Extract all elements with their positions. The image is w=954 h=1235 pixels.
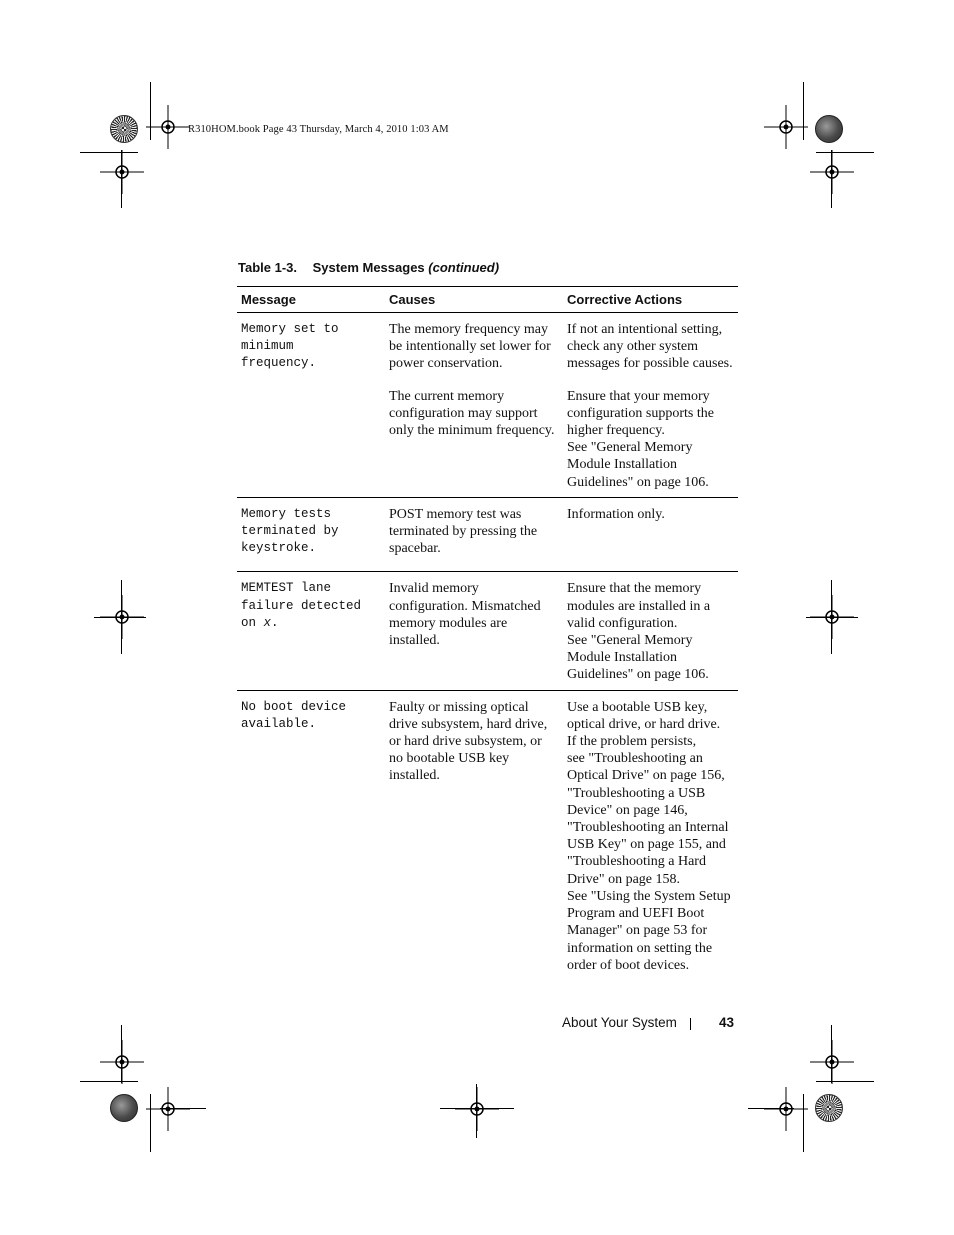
crosshair-icon (810, 1040, 854, 1084)
registration-disc-icon (110, 115, 138, 143)
action-line: Manager" on page 53 for (567, 923, 708, 939)
action-line: information on setting the (567, 940, 713, 956)
print-header: R310HOM.book Page 43 Thursday, March 4, 2010 1:03 AM (188, 124, 449, 135)
action-cell (563, 321, 738, 381)
action-line: See "Using the System Setup (567, 888, 731, 904)
cause-line: no bootable USB key (389, 751, 510, 767)
crosshair-icon (100, 1040, 144, 1084)
action-line: check any other system (567, 339, 699, 355)
crop-mark (831, 1025, 832, 1083)
crosshair-icon (764, 1087, 808, 1131)
message-text: Memory set to (241, 322, 339, 336)
action-line: messages for possible causes. (567, 356, 733, 372)
message-line (241, 355, 385, 372)
action-cell (563, 699, 738, 974)
table-number: Table 1-3. (238, 260, 298, 275)
table-caption (238, 260, 499, 275)
footer-separator (690, 1018, 691, 1030)
crop-mark (121, 1025, 122, 1083)
crosshair-icon (455, 1087, 499, 1131)
action-line: higher frequency. (567, 423, 665, 439)
cause-action-group (385, 506, 738, 566)
message-cell (237, 580, 385, 683)
message-line (241, 321, 385, 338)
message-cell (237, 506, 385, 566)
cause-action-pair (385, 506, 738, 566)
cause-cell (385, 506, 563, 558)
action-line: valid configuration. (567, 615, 678, 631)
action-line: If the problem persists, (567, 734, 697, 750)
crosshair-icon (146, 1087, 190, 1131)
table-row (237, 572, 738, 690)
action-line: USB Key" on page 155, and (567, 837, 726, 853)
message-variable: x (263, 615, 272, 630)
table-header-row (237, 286, 738, 313)
cause-action-pair (385, 699, 738, 974)
cause-action-pair (385, 580, 738, 683)
header-message: Message (241, 292, 296, 307)
action-line: Optical Drive" on page 156, (567, 768, 725, 784)
crosshair-icon (146, 105, 190, 149)
cause-line: Faulty or missing optical (389, 699, 529, 715)
message-line (241, 506, 385, 523)
cause-action-group (385, 321, 738, 491)
action-line: optical drive, or hard drive. (567, 716, 721, 732)
message-text: keystroke. (241, 541, 317, 556)
system-messages-table (237, 286, 738, 980)
cause-line: The current memory (389, 388, 505, 404)
cause-line: POST memory test was (389, 506, 522, 522)
crop-mark (816, 1081, 874, 1082)
message-cell (237, 321, 385, 491)
crop-mark (94, 617, 146, 618)
message-text: No boot device (241, 699, 347, 714)
crop-mark (476, 1084, 477, 1138)
message-line (241, 540, 385, 557)
message-line (241, 716, 385, 733)
cause-line: be intentionally set lower for (389, 339, 551, 355)
action-line: Guidelines" on page 106. (567, 667, 709, 683)
crosshair-icon (764, 105, 808, 149)
action-line: See "General Memory (567, 440, 693, 456)
cause-cell (385, 580, 563, 675)
message-line (241, 615, 385, 632)
action-cell (563, 388, 738, 491)
message-text: available. (241, 716, 317, 731)
message-line (241, 338, 385, 355)
action-line: "Troubleshooting an Internal (567, 820, 729, 836)
action-cell (563, 506, 738, 566)
cause-line: or hard drive subsystem, or (389, 734, 542, 750)
cause-line: installed. (389, 633, 440, 649)
crosshair-icon (100, 150, 144, 194)
cause-line: installed. (389, 768, 440, 784)
action-line: configuration supports the (567, 405, 714, 421)
action-line: Module Installation (567, 650, 678, 666)
table-body (237, 313, 738, 980)
table-row (237, 691, 738, 980)
action-line: Guidelines" on page 106. (567, 474, 709, 490)
registration-disc-icon (815, 1094, 843, 1122)
crop-mark (80, 1081, 138, 1082)
action-line: Device" on page 146, (567, 802, 688, 818)
action-line: Ensure that the memory (567, 581, 702, 597)
table-continued: (continued) (428, 260, 500, 275)
cause-action-group (385, 580, 738, 683)
crosshair-icon (810, 150, 854, 194)
crop-mark (121, 150, 122, 208)
cause-cell (385, 388, 563, 483)
cause-line: terminated by pressing the (389, 524, 538, 540)
crop-mark (806, 617, 858, 618)
crop-mark (831, 150, 832, 208)
message-cell (237, 699, 385, 974)
table-row (237, 313, 738, 498)
cause-line: memory modules are (389, 615, 508, 631)
cause-line: Invalid memory (389, 581, 479, 597)
message-text: . (271, 615, 279, 630)
cause-line: The memory frequency may (389, 322, 548, 337)
message-line (241, 580, 385, 597)
message-line (241, 598, 385, 615)
message-text: minimum (241, 339, 294, 354)
action-line: Drive" on page 158. (567, 871, 681, 887)
registration-disc-icon (110, 1094, 138, 1122)
cause-line: configuration. Mismatched (389, 598, 541, 614)
cause-line: spacebar. (389, 541, 441, 557)
message-line (241, 699, 385, 716)
message-text: terminated by (241, 524, 339, 539)
action-line: Program and UEFI Boot (567, 906, 705, 922)
action-line: modules are installed in a (567, 598, 711, 614)
table-title: System Messages (312, 260, 425, 275)
action-line: order of boot devices. (567, 957, 690, 973)
cause-cell (385, 321, 563, 373)
cause-line: drive subsystem, hard drive, (389, 716, 548, 732)
table-row (237, 498, 738, 573)
message-line (241, 523, 385, 540)
action-cell (563, 580, 738, 683)
page-number: 43 (719, 1015, 735, 1030)
action-line: If not an intentional setting, (567, 322, 723, 337)
action-line: See "General Memory (567, 633, 693, 649)
cause-action-pair (385, 321, 738, 381)
cause-line: power conservation. (389, 356, 503, 372)
message-text: frequency. (241, 356, 317, 371)
message-text: MEMTEST lane (241, 581, 332, 596)
action-line: Module Installation (567, 457, 678, 473)
cause-action-pair (385, 388, 738, 491)
footer-section-title: About Your System (562, 1015, 677, 1030)
action-line: see "Troubleshooting an (567, 751, 703, 767)
cause-action-group (385, 699, 738, 974)
message-text: Memory tests (241, 506, 332, 521)
cause-cell (385, 699, 563, 966)
cause-line: only the minimum frequency. (389, 423, 555, 439)
action-line: Ensure that your memory (567, 388, 710, 404)
action-line: Information only. (567, 506, 665, 522)
crop-mark (440, 1108, 514, 1109)
action-line: "Troubleshooting a Hard (567, 854, 706, 870)
action-line: "Troubleshooting a USB (567, 785, 706, 801)
message-text: failure detected (241, 598, 362, 613)
crop-mark (748, 1108, 794, 1109)
message-text: on (241, 615, 264, 630)
registration-disc-icon (815, 115, 843, 143)
crop-mark (160, 1108, 206, 1109)
cause-line: configuration may support (389, 405, 538, 421)
header-corrective-actions: Corrective Actions (567, 292, 683, 307)
action-line: Use a bootable USB key, (567, 699, 708, 715)
header-causes: Causes (389, 292, 436, 307)
